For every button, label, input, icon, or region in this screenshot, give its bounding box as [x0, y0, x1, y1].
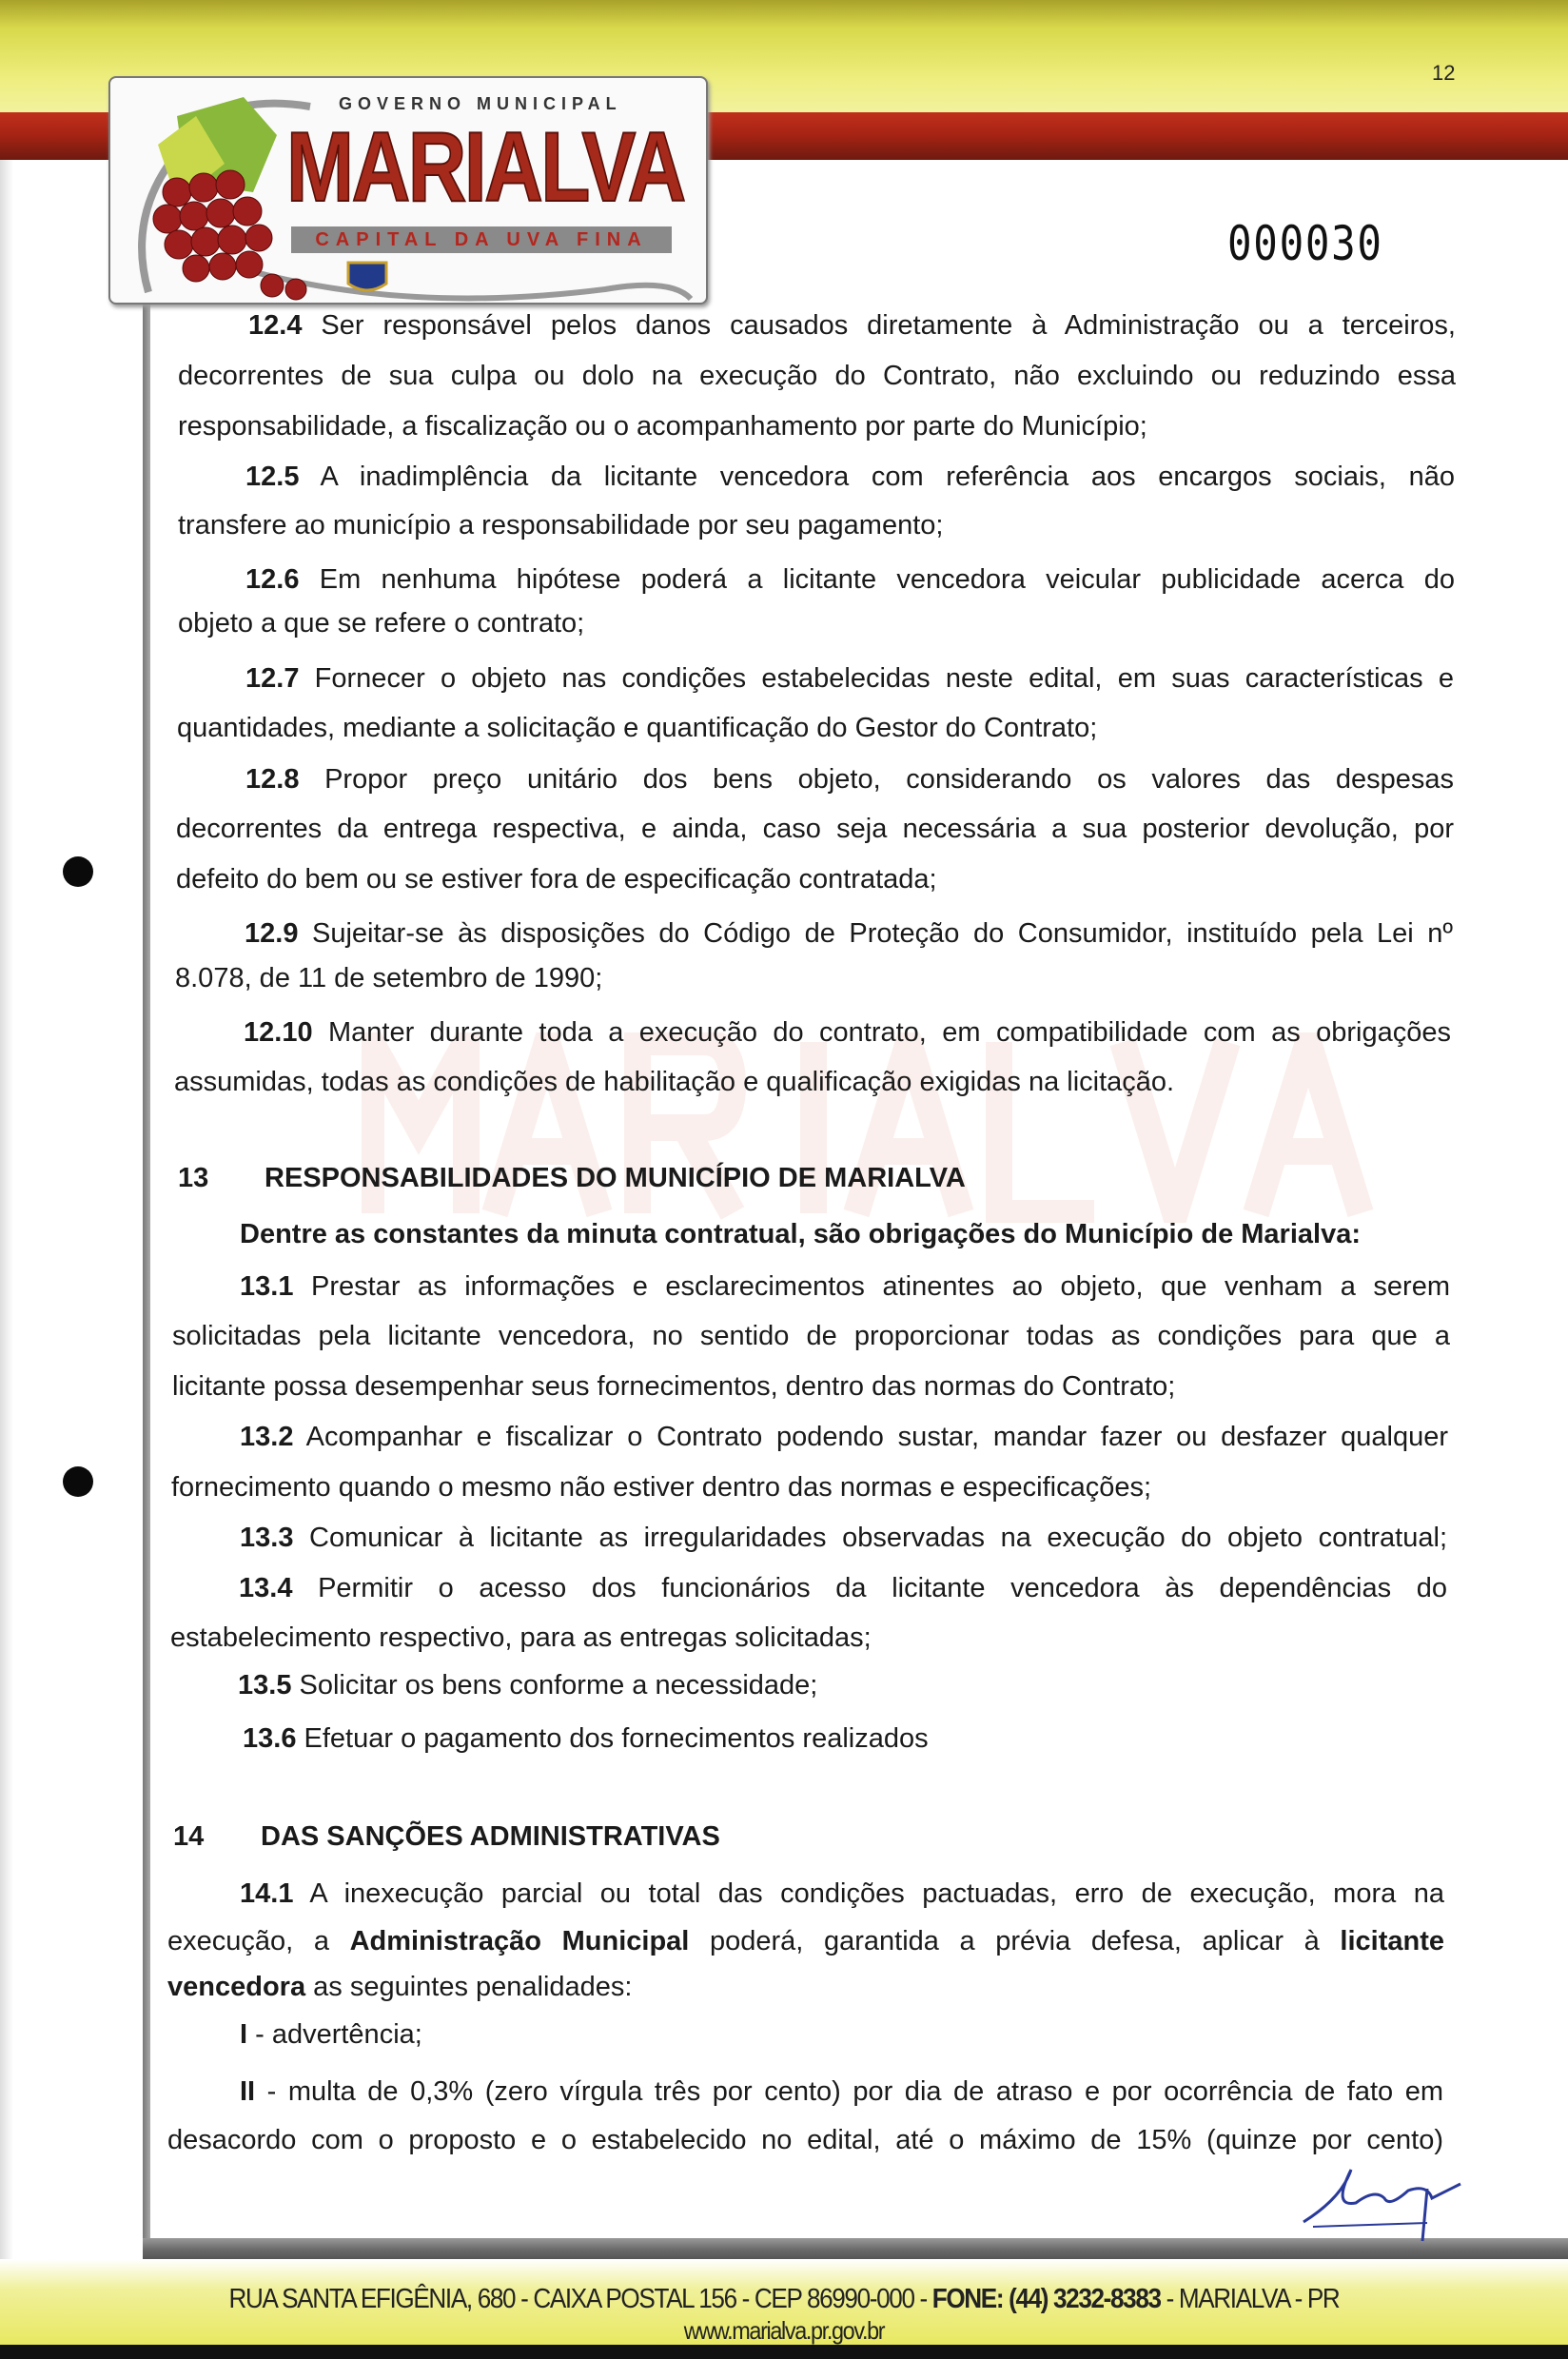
text: Comunicar à licitante as irregularidades observadas na execução do objeto contratual;	[293, 1523, 1447, 1553]
text: Propor preço unitário dos bens objeto, considerando os valores das despesas	[299, 764, 1454, 795]
text-line	[243, 1720, 929, 1758]
bold-text: licitante	[1340, 1926, 1444, 1956]
text-line	[245, 914, 1453, 953]
text-line	[171, 1468, 1151, 1506]
text: Efetuar o pagamento dos fornecimentos realizados	[296, 1723, 929, 1754]
bold-text: vencedora	[167, 1972, 306, 2002]
text-line	[261, 1818, 720, 1856]
text: assumidas, todas as condições de habilitação e qualificação exigidas na licitação.	[174, 1067, 1175, 1097]
bold-text: 12.6	[245, 564, 300, 595]
text-line	[245, 458, 1455, 496]
text-line	[177, 709, 1097, 747]
text: execução, a	[167, 1926, 350, 1956]
city-text: - MARIALVA - PR	[1160, 2284, 1340, 2314]
punch-hole	[63, 1466, 93, 1497]
text-line	[245, 760, 1454, 798]
bold-text: I	[240, 2019, 248, 2050]
text-line	[265, 1159, 966, 1197]
text-line	[172, 1367, 1175, 1406]
bold-text: 12.10	[244, 1017, 313, 1048]
text: responsabilidade, a fiscalização ou o acompanhamento por parte do Município;	[178, 411, 1147, 442]
bold-text: 13.2	[240, 1422, 294, 1452]
text-line	[238, 1666, 817, 1704]
bold-text: 12.5	[245, 462, 300, 492]
scan-bottom-edge	[0, 2345, 1568, 2359]
text: defeito do bem ou se estiver fora de especificação contratada;	[176, 864, 937, 894]
text-line	[240, 1418, 1448, 1456]
text: solicitadas pela licitante vencedora, no sentido de proporcionar todas as condições para que a	[172, 1321, 1450, 1351]
logo-top-text: GOVERNO MUNICIPAL	[339, 94, 622, 113]
footer-address	[78, 2284, 1489, 2314]
text: decorrentes da entrega respectiva, e ainda, caso seja necessária a sua posterior devolução, por	[176, 814, 1454, 844]
text-line	[172, 1317, 1450, 1355]
page-number: 12	[1432, 61, 1456, 85]
text: - multa de 0,3% (zero vírgula três por cento) por dia de atraso e por ocorrência de fato em	[255, 2076, 1443, 2107]
bold-text: 13.3	[240, 1523, 294, 1553]
text: Solicitar os bens conforme a necessidade;	[291, 1670, 818, 1700]
logo-name: MARIALVA	[286, 112, 684, 223]
punch-hole	[63, 856, 93, 887]
text-line	[248, 306, 1456, 344]
text-line	[176, 860, 937, 898]
signature	[1284, 2132, 1475, 2246]
footer-website[interactable]: www.marialva.pr.gov.br	[683, 2316, 885, 2345]
text-line	[239, 1569, 1447, 1607]
text: Permitir o acesso dos funcionários da licitante vencedora às dependências do	[292, 1573, 1447, 1603]
bold-text: 13.1	[240, 1271, 294, 1302]
text-line	[178, 357, 1456, 395]
text: poderá, garantida a prévia defesa, aplicar à	[689, 1926, 1341, 1956]
bold-text: 14.1	[240, 1878, 294, 1909]
bold-text: RESPONSABILIDADES DO MUNICÍPIO DE MARIALVA	[265, 1163, 966, 1193]
text: fornecimento quando o mesmo não estiver dentro das normas e especificações;	[171, 1472, 1152, 1503]
text-line	[176, 810, 1454, 848]
text: desacordo com o proposto e o estabelecido no edital, até o máximo de 15% (quinze por cento)	[167, 2125, 1443, 2155]
text-line	[240, 1519, 1447, 1557]
text-line	[240, 2015, 422, 2054]
text: objeto a que se refere o contrato;	[178, 608, 585, 639]
text-line	[178, 407, 1147, 445]
text: Ser responsável pelos danos causados diretamente à Administração ou a terceiros,	[302, 310, 1456, 341]
bold-text: 13.6	[243, 1723, 297, 1754]
bold-text: Dentre as constantes da minuta contratual, são obrigações do Município de Marialva:	[240, 1219, 1361, 1249]
bold-text: DAS SANÇÕES ADMINISTRATIVAS	[261, 1821, 720, 1852]
text-line	[244, 1013, 1451, 1052]
bold-text: II	[240, 2076, 256, 2107]
text: A inexecução parcial ou total das condições pactuadas, erro de execução, mora na	[293, 1878, 1444, 1909]
text: - advertência;	[247, 2019, 422, 2050]
text-line	[240, 1268, 1450, 1306]
document-stamp-number: 000030	[1227, 216, 1383, 271]
scan-edge	[0, 160, 13, 2339]
text: estabelecimento respectivo, para as entregas solicitadas;	[170, 1622, 872, 1653]
text-line	[178, 1159, 208, 1197]
text-line	[170, 1619, 872, 1657]
bold-text: 13.4	[239, 1573, 293, 1603]
text-line	[178, 506, 943, 544]
text: as seguintes penalidades:	[305, 1972, 633, 2002]
text: Acompanhar e fiscalizar o Contrato podendo sustar, mandar fazer ou desfazer qualquer	[293, 1422, 1448, 1452]
bold-text: Administração Municipal	[349, 1926, 690, 1956]
text-line	[240, 1875, 1444, 1913]
text-line	[245, 659, 1454, 698]
bold-text: 13.5	[238, 1670, 292, 1700]
phone-text: FONE: (44) 3232-8383	[931, 2284, 1161, 2314]
text: decorrentes de sua culpa ou dolo na execução do Contrato, não excluindo ou reduzindo essa	[178, 361, 1456, 391]
bold-text: 12.9	[245, 918, 299, 949]
text: transfere ao município a responsabilidade por seu pagamento;	[178, 510, 944, 541]
bold-text: 12.8	[245, 764, 300, 795]
text-line	[167, 1922, 1444, 1960]
municipal-logo	[108, 76, 708, 305]
text-line	[174, 1063, 1174, 1101]
bold-text: 12.7	[245, 663, 300, 694]
address-text: RUA SANTA EFIGÊNIA, 680 - CAIXA POSTAL 156 - CEP 86990-000 -	[228, 2284, 932, 2314]
text: Manter durante toda a execução do contrato, em compatibilidade com as obrigações	[312, 1017, 1451, 1048]
text-line	[240, 2073, 1443, 2111]
text: Em nenhuma hipótese poderá a licitante vencedora veicular publicidade acerca do	[299, 564, 1455, 595]
text: quantidades, mediante a solicitação e quantificação do Gestor do Contrato;	[177, 713, 1098, 743]
text-line	[240, 1215, 1361, 1253]
bold-text: 13	[178, 1163, 209, 1193]
text-line	[167, 1968, 633, 2006]
text: licitante possa desempenhar seus fornecimentos, dentro das normas do Contrato;	[172, 1371, 1176, 1402]
text: Fornecer o objeto nas condições estabelecidas neste edital, em suas características e	[299, 663, 1454, 694]
text-line	[175, 959, 602, 997]
bold-text: 14	[173, 1821, 205, 1852]
text-line	[245, 560, 1455, 599]
text-line	[173, 1818, 204, 1856]
text: Prestar as informações e esclarecimentos atinentes ao objeto, que venham a serem	[293, 1271, 1450, 1302]
text: Sujeitar-se às disposições do Código de Proteção do Consumidor, instituído pela Lei nº	[298, 918, 1453, 949]
logo-motto: CAPITAL DA UVA FINA	[291, 226, 672, 253]
bold-text: 12.4	[248, 310, 303, 341]
text: A inadimplência da licitante vencedora com referência aos encargos sociais, não	[299, 462, 1455, 492]
text-line	[167, 2121, 1443, 2159]
left-border-rule	[143, 305, 150, 2255]
text: 8.078, de 11 de setembro de 1990;	[175, 963, 603, 993]
text-line	[178, 604, 584, 642]
